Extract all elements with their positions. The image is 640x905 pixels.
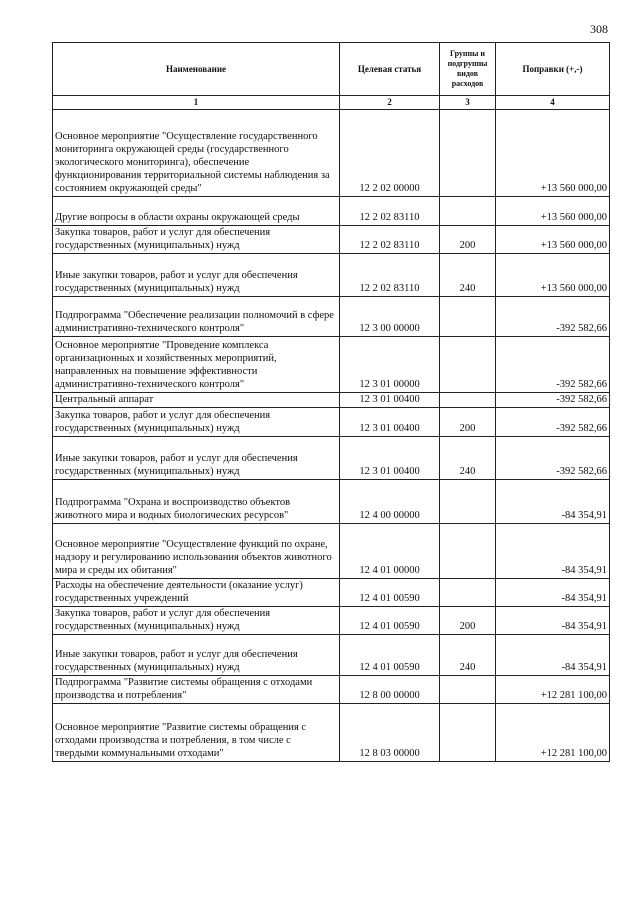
row-name: Другие вопросы в области охраны окружающей среды	[53, 197, 340, 226]
row-code: 12 4 01 00590	[340, 607, 440, 635]
row-amount: -84 354,91	[496, 607, 610, 635]
row-group	[440, 110, 496, 197]
row-amount: -392 582,66	[496, 393, 610, 408]
table-row	[53, 704, 610, 762]
row-group: 200	[440, 607, 496, 635]
column-number-row	[53, 96, 610, 110]
row-amount: +13 560 000,00	[496, 110, 610, 197]
row-code: 12 4 01 00590	[340, 579, 440, 607]
row-amount: -392 582,66	[496, 437, 610, 480]
table-row	[53, 635, 610, 676]
column-number: 2	[340, 96, 440, 110]
row-name: Расходы на обеспечение деятельности (оказание услуг) государственных учреждений	[53, 579, 340, 607]
table-row	[53, 254, 610, 297]
header-code: Целевая статья	[340, 43, 440, 96]
header-amount: Поправки (+,-)	[496, 43, 610, 96]
row-code: 12 3 00 00000	[340, 297, 440, 337]
page-number: 308	[590, 22, 608, 36]
row-group	[440, 337, 496, 393]
row-group: 240	[440, 254, 496, 297]
row-name: Иные закупки товаров, работ и услуг для обеспечения государственных (муниципальных) нужд	[53, 254, 340, 297]
row-group	[440, 704, 496, 762]
row-name: Подпрограмма "Обеспечение реализации полномочий в сфере административно-технического контроля"	[53, 297, 340, 337]
table-row	[53, 524, 610, 579]
table-row	[53, 480, 610, 524]
row-name: Иные закупки товаров, работ и услуг для обеспечения государственных (муниципальных) нужд	[53, 437, 340, 480]
row-code: 12 3 01 00400	[340, 408, 440, 437]
row-name: Центральный аппарат	[53, 393, 340, 408]
row-group	[440, 676, 496, 704]
budget-table	[52, 42, 610, 762]
table-row	[53, 676, 610, 704]
row-group	[440, 393, 496, 408]
row-code: 12 2 02 83110	[340, 226, 440, 254]
table-row	[53, 337, 610, 393]
table-row	[53, 297, 610, 337]
row-name: Основное мероприятие "Осуществление государственного мониторинга окружающей среды (государственного экологического мониторинга), обеспечение функционирования территориальной системы наблюдения за состоянием окружающей среды"	[53, 110, 340, 197]
table-row	[53, 437, 610, 480]
row-amount: +12 281 100,00	[496, 704, 610, 762]
table-header-row	[53, 43, 610, 96]
row-code: 12 4 01 00590	[340, 635, 440, 676]
row-name: Иные закупки товаров, работ и услуг для обеспечения государственных (муниципальных) нужд	[53, 635, 340, 676]
row-name: Закупка товаров, работ и услуг для обеспечения государственных (муниципальных) нужд	[53, 408, 340, 437]
table-row	[53, 197, 610, 226]
row-amount: -392 582,66	[496, 408, 610, 437]
row-amount: -84 354,91	[496, 579, 610, 607]
table-row	[53, 110, 610, 197]
row-code: 12 3 01 00400	[340, 437, 440, 480]
row-code: 12 8 00 00000	[340, 676, 440, 704]
row-group	[440, 524, 496, 579]
row-amount: -392 582,66	[496, 297, 610, 337]
row-code: 12 4 00 00000	[340, 480, 440, 524]
table-row	[53, 408, 610, 437]
row-name: Основное мероприятие "Развитие системы обращения с отходами производства и потребления, в том числе с твердыми коммунальными отходами"	[53, 704, 340, 762]
row-code: 12 4 01 00000	[340, 524, 440, 579]
row-group	[440, 579, 496, 607]
row-code: 12 8 03 00000	[340, 704, 440, 762]
row-name: Основное мероприятие "Осуществление функций по охране, надзору и регулированию использования объектов животного мира и среды их обитания"	[53, 524, 340, 579]
table-row	[53, 579, 610, 607]
row-group: 240	[440, 635, 496, 676]
row-name: Подпрограмма "Развитие системы обращения с отходами производства и потребления"	[53, 676, 340, 704]
row-code: 12 2 02 83110	[340, 254, 440, 297]
row-amount: -84 354,91	[496, 524, 610, 579]
row-amount: +12 281 100,00	[496, 676, 610, 704]
row-code: 12 3 01 00000	[340, 337, 440, 393]
row-name: Подпрограмма "Охрана и воспроизводство объектов животного мира и водных биологических ресурсов"	[53, 480, 340, 524]
row-code: 12 2 02 83110	[340, 197, 440, 226]
row-group	[440, 480, 496, 524]
row-group: 200	[440, 408, 496, 437]
row-amount: -84 354,91	[496, 480, 610, 524]
row-amount: +13 560 000,00	[496, 197, 610, 226]
row-group	[440, 197, 496, 226]
table-row	[53, 607, 610, 635]
table-row	[53, 393, 610, 408]
column-number: 3	[440, 96, 496, 110]
row-code: 12 3 01 00400	[340, 393, 440, 408]
row-group: 240	[440, 437, 496, 480]
column-number: 4	[496, 96, 610, 110]
row-amount: -392 582,66	[496, 337, 610, 393]
row-amount: -84 354,91	[496, 635, 610, 676]
row-amount: +13 560 000,00	[496, 226, 610, 254]
row-group	[440, 297, 496, 337]
row-name: Закупка товаров, работ и услуг для обеспечения государственных (муниципальных) нужд	[53, 226, 340, 254]
table-row	[53, 226, 610, 254]
row-amount: +13 560 000,00	[496, 254, 610, 297]
column-number: 1	[53, 96, 340, 110]
row-group: 200	[440, 226, 496, 254]
row-name: Закупка товаров, работ и услуг для обеспечения государственных (муниципальных) нужд	[53, 607, 340, 635]
header-name: Наименование	[53, 43, 340, 96]
header-group: Группы и подгруппы видов расходов	[440, 43, 496, 96]
row-code: 12 2 02 00000	[340, 110, 440, 197]
row-name: Основное мероприятие "Проведение комплекса организационных и хозяйственных мероприятий, направленных на повышение эффективности административно-технического контроля"	[53, 337, 340, 393]
